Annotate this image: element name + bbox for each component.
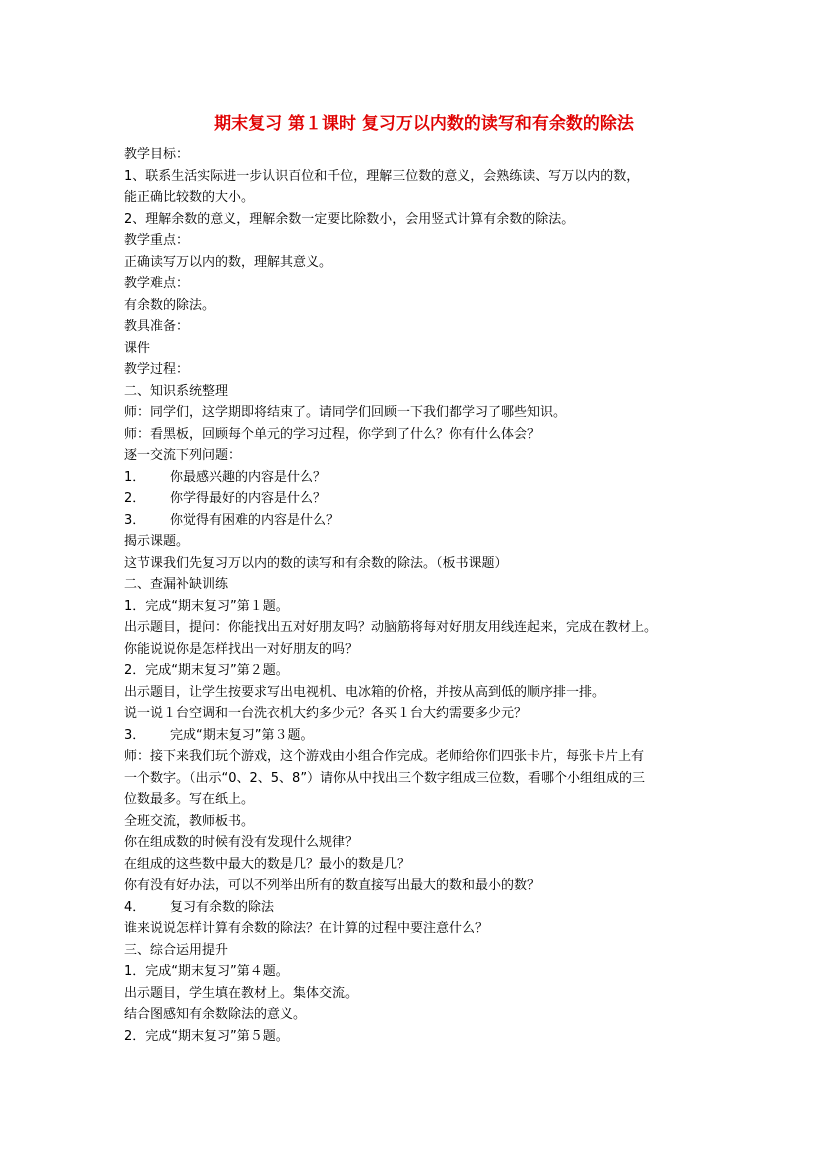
text-line [124, 725, 714, 747]
text-line: 出示题目，提问：你能找出五对好朋友吗？动脑筋将每对好朋友用线连起来，完成在教材上。 [124, 620, 658, 635]
text-line: 出示题目，让学生按要求写出电视机、电冰箱的价格，并按从高到低的顺序排一排。 [124, 684, 606, 700]
document-title: 期末复习 第１课时 复习万以内数的读写和有余数的除法 [214, 114, 634, 134]
text-line: 有余数的除法。 [124, 297, 216, 313]
text-line: 2、理解余数的意义，理解余数一定要比除数小，会用竖式计算有余数的除法。 [124, 211, 575, 227]
list-item-text: 你觉得有困难的内容是什么？ [170, 512, 340, 528]
text-line: 教学难点： [124, 276, 190, 291]
text-line: 你在组成数的时候有没有发现什么规律？ [124, 835, 359, 850]
text-line: 在组成的这些数中最大的数是几？最小的数是几？ [124, 856, 411, 872]
text-line: 能正确比较数的大小。 [124, 190, 255, 205]
text-line: 结合图感知有余数除法的意义。 [124, 1007, 307, 1022]
list-item-number: 2． [124, 491, 146, 506]
list-item-text: 你学得最好的内容是什么？ [170, 491, 327, 506]
list-item-number: 3． [124, 727, 146, 743]
text-line [124, 897, 714, 919]
text-line: 二、知识系统整理 [124, 383, 229, 399]
text-line: 揭示课题。 [124, 534, 190, 549]
text-line: 教学过程： [124, 362, 190, 377]
list-item-text: 完成“期末复习”第３题。 [170, 727, 314, 743]
text-line: 师：看黑板，回顾每个单元的学习过程，你学到了什么？你有什么体会？ [124, 426, 541, 442]
text-line [124, 510, 714, 532]
text-line: 说一说１台空调和一台洗衣机大约多少元？各买１台大约需要多少元？ [124, 706, 528, 721]
text-line: 这节课我们先复习万以内的数的读写和有余数的除法。（板书课题） [124, 555, 508, 571]
list-item-number: 1． [124, 469, 146, 485]
text-line: 二、查漏补缺训练 [124, 577, 229, 592]
text-line: 全班交流，教师板书。 [124, 813, 255, 829]
text-line: 出示题目，学生填在教材上。集体交流。 [124, 985, 359, 1001]
text-line: 1．完成“期末复习”第１题。 [124, 598, 289, 614]
list-item-text: 你最感兴趣的内容是什么？ [170, 469, 327, 485]
list-item-number: 3． [124, 512, 146, 528]
list-item-number: 4． [124, 899, 146, 915]
text-line: 教学重点： [124, 233, 190, 248]
text-line: 1．完成“期末复习”第４题。 [124, 964, 289, 979]
text-line: 你能说说你是怎样找出一对好朋友的吗？ [124, 641, 359, 657]
text-line: 师：接下来我们玩个游戏，这个游戏由小组合作完成。老师给你们四张卡片，每张卡片上有 [124, 749, 645, 764]
text-line [124, 488, 714, 510]
text-line: 课件 [124, 340, 151, 356]
text-line: 师：同学们，这学期即将结束了。请同学们回顾一下我们都学习了哪些知识。 [124, 405, 567, 420]
text-line: 2．完成“期末复习”第５题。 [124, 1028, 289, 1044]
text-line: 逐一交流下列问题： [124, 448, 242, 463]
text-line: 正确读写万以内的数，理解其意义。 [124, 254, 333, 270]
text-line: 教具准备： [124, 319, 190, 334]
text-line: 三、综合运用提升 [124, 942, 229, 958]
text-line [124, 467, 714, 489]
text-line: 一个数字。（出示“0、2、5、8”）请你从中找出三个数字组成三位数，看哪个小组组成的三 [124, 770, 646, 786]
text-line: 教学目标： [124, 147, 190, 162]
text-line: 谁来说说怎样计算有余数的除法？在计算的过程中要注意什么？ [124, 921, 489, 936]
text-line: 2．完成“期末复习”第２题。 [124, 663, 289, 678]
text-line: 位数最多。写在纸上。 [124, 792, 255, 807]
document-body [124, 144, 714, 1047]
text-line: 你有没有好办法，可以不列举出所有的数直接写出最大的数和最小的数？ [124, 878, 541, 893]
list-item-text: 复习有余数的除法 [170, 899, 275, 915]
text-line: 1、联系生活实际进一步认识百位和千位，理解三位数的意义，会熟练读、写万以内的数， [124, 168, 640, 184]
